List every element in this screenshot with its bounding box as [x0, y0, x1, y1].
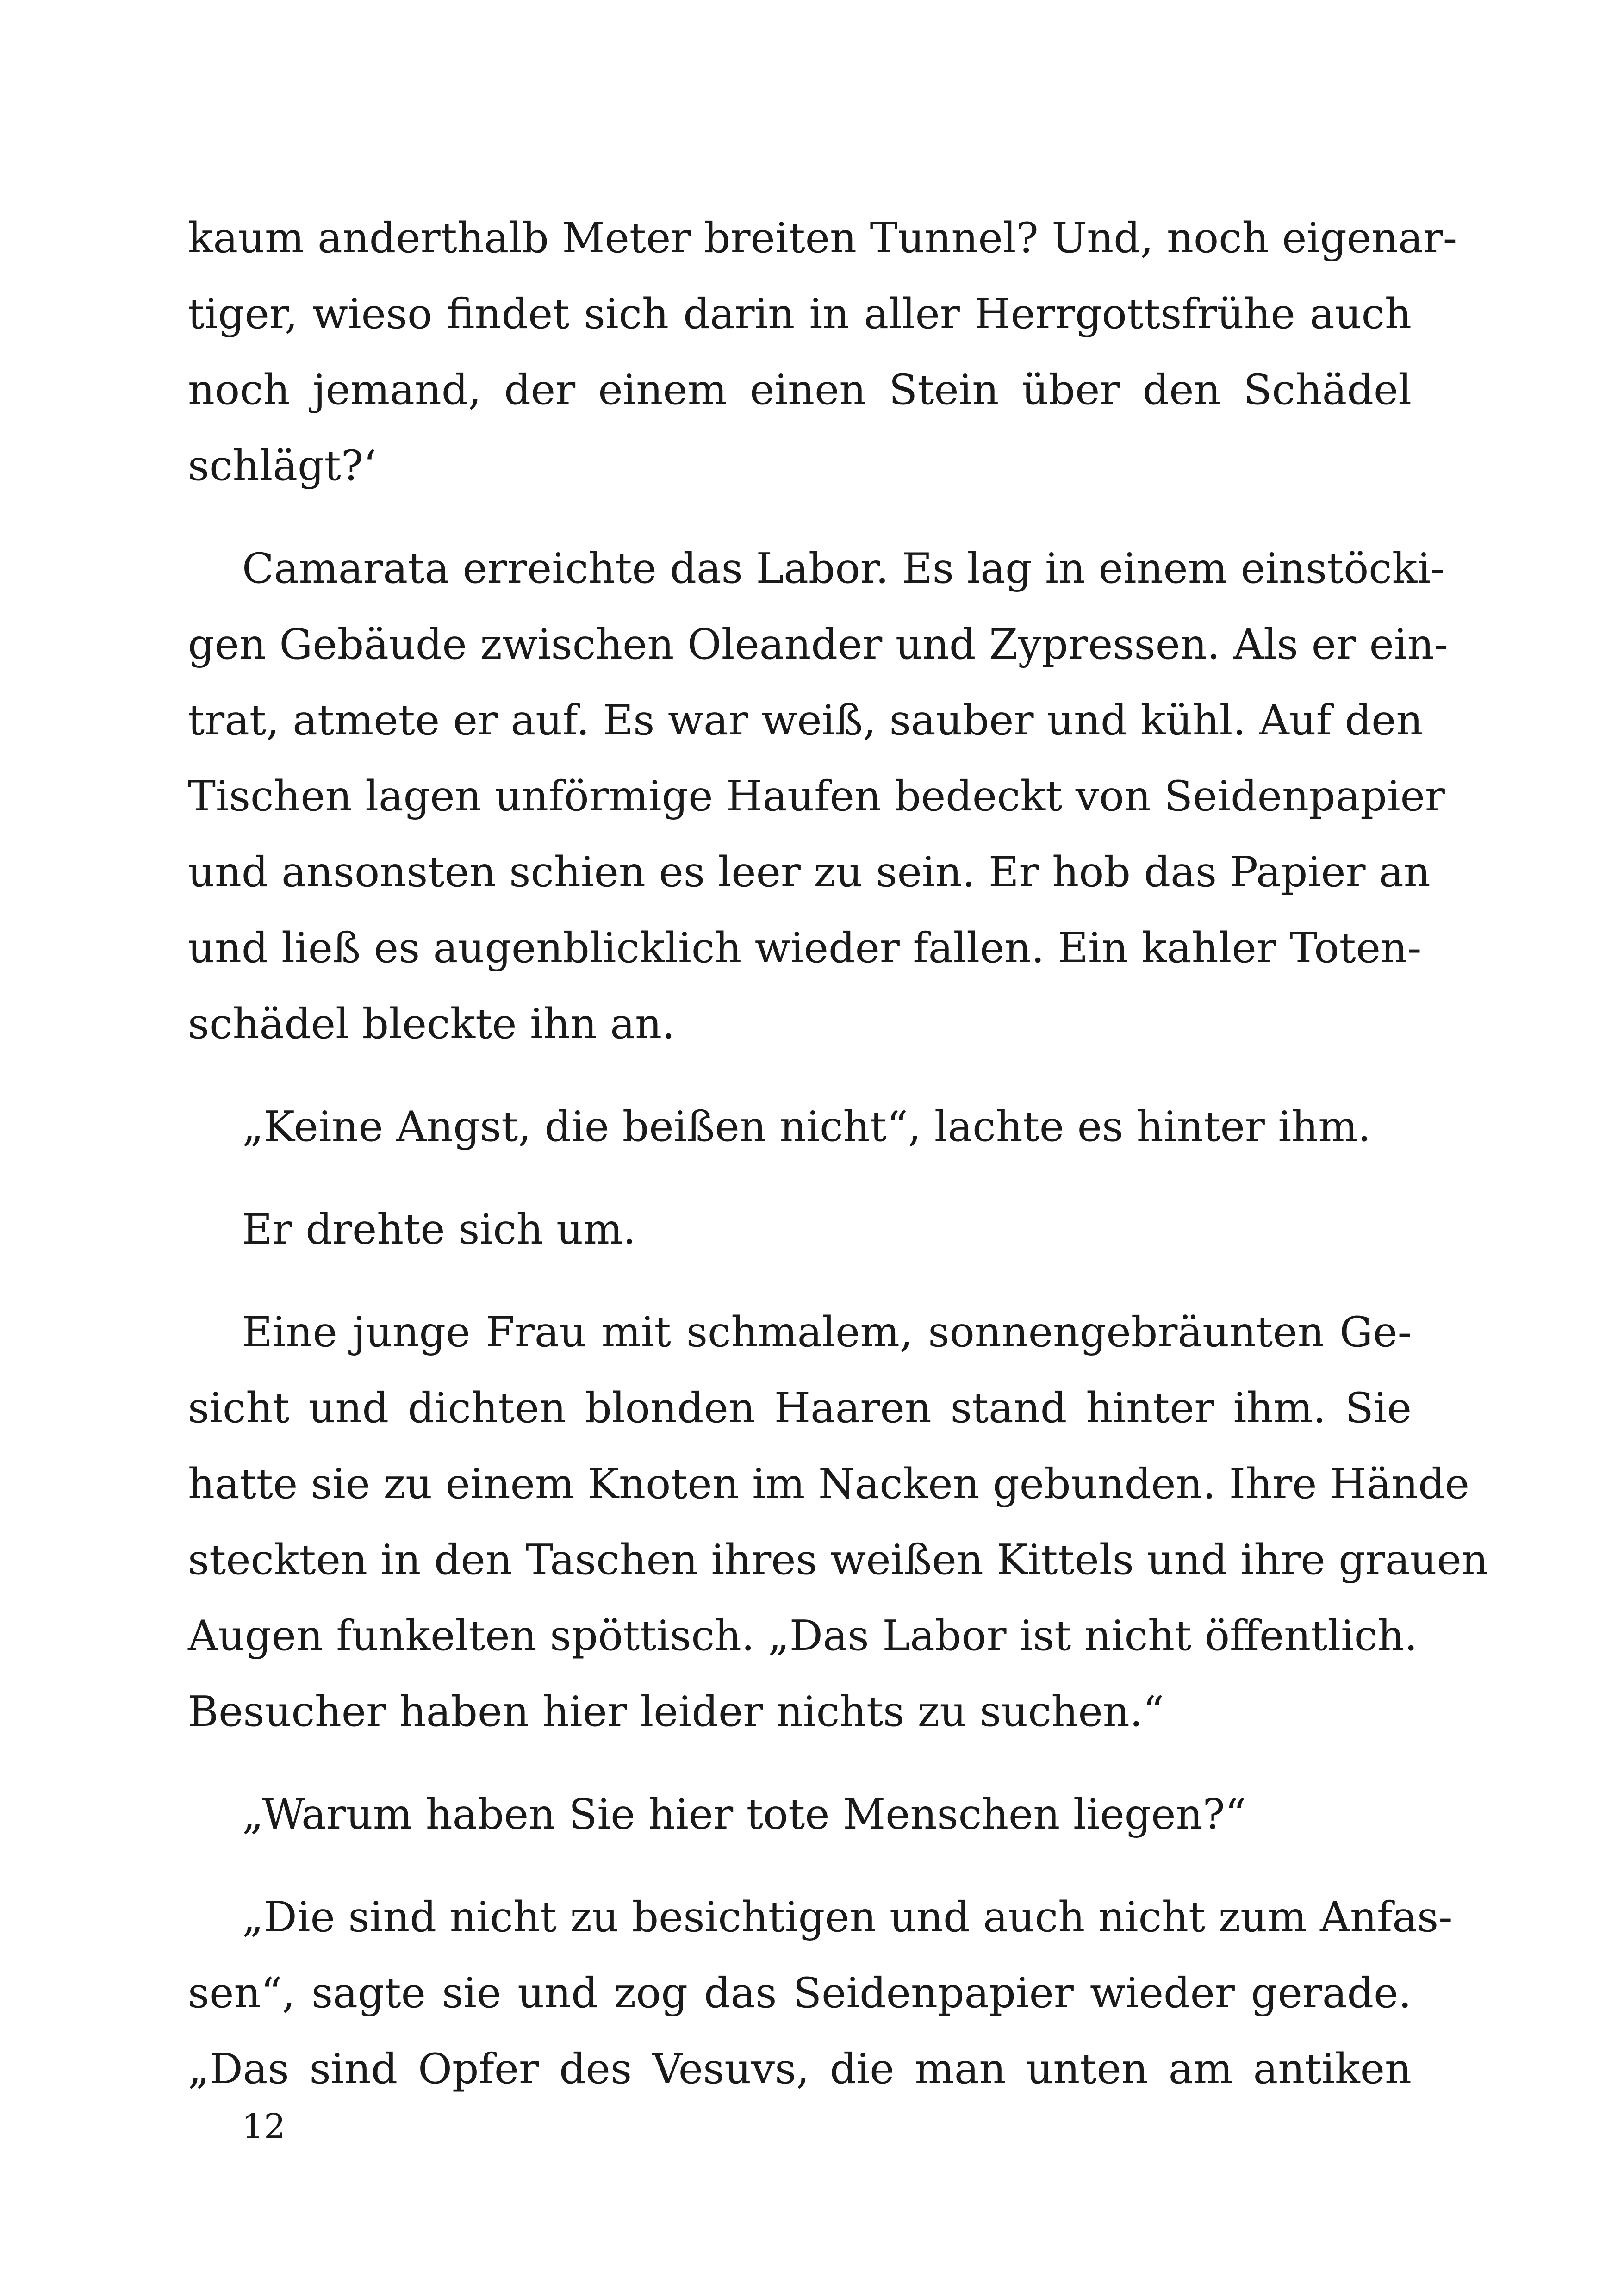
paragraph-warum: [188, 1777, 1412, 1853]
paragraph-labor-arrival: [188, 531, 1449, 1062]
text-line: kaum anderthalb Meter breiten Tunnel? Und, noch eigenar-: [188, 214, 1457, 262]
paragraph-er-drehte: [188, 1192, 1412, 1268]
text-line: Besucher haben hier leider nichts zu suchen.“: [188, 1687, 1164, 1736]
text-line: sicht und dichten blonden Haaren stand hinter ihm. Sie: [188, 1384, 1412, 1432]
text-line: noch jemand, der einem einen Stein über den Schädel: [188, 366, 1412, 414]
text-line: schlägt?‘: [188, 442, 377, 490]
text-line: und ansonsten schien es leer zu sein. Er hob das Papier an: [188, 848, 1431, 896]
text-line: Er drehte sich um.: [242, 1205, 636, 1254]
text-line: hatte sie zu einem Knoten im Nacken gebunden. Ihre Hände: [188, 1460, 1470, 1508]
text-line: Eine junge Frau mit schmalem, sonnengebräunten Ge-: [242, 1308, 1412, 1356]
text-line: „Keine Angst, die beißen nicht“, lachte es hinter ihm.: [242, 1102, 1371, 1151]
text-line: Augen funkelten spöttisch. „Das Labor ist nicht öffentlich.: [188, 1612, 1418, 1660]
text-line: „Das sind Opfer des Vesuvs, die man unten am antiken: [188, 2045, 1412, 2093]
text-line: Tischen lagen unförmige Haufen bedeckt von Seidenpapier: [188, 772, 1445, 821]
text-line: steckten in den Taschen ihres weißen Kittels und ihre grauen: [188, 1536, 1488, 1584]
text-line: „Warum haben Sie hier tote Menschen liegen?“: [242, 1790, 1246, 1839]
paragraph-tunnel-thought: [188, 200, 1457, 504]
text-line: tiger, wieso findet sich darin in aller Herrgottsfrühe auch: [188, 290, 1412, 338]
page-body: [188, 200, 1488, 2107]
text-line: gen Gebäude zwischen Oleander und Zypressen. Als er ein-: [188, 620, 1449, 669]
page-number: 12: [242, 2107, 286, 2147]
paragraph-nicht-zu-besichtigen: [188, 1879, 1453, 2107]
text-line: und ließ es augenblicklich wieder fallen. Ein kahler Toten-: [188, 924, 1422, 972]
text-line: Camarata erreichte das Labor. Es lag in einem einstöcki-: [242, 544, 1445, 593]
paragraph-keine-angst: [188, 1089, 1412, 1165]
text-line: „Die sind nicht zu besichtigen und auch nicht zum Anfas-: [242, 1893, 1453, 1941]
text-line: schädel bleckte ihn an.: [188, 1000, 675, 1048]
text-line: trat, atmete er auf. Es war weiß, sauber und kühl. Auf den: [188, 696, 1423, 745]
paragraph-junge-frau: [188, 1294, 1488, 1750]
text-line: sen“, sagte sie und zog das Seidenpapier wieder gerade.: [188, 1969, 1412, 2017]
